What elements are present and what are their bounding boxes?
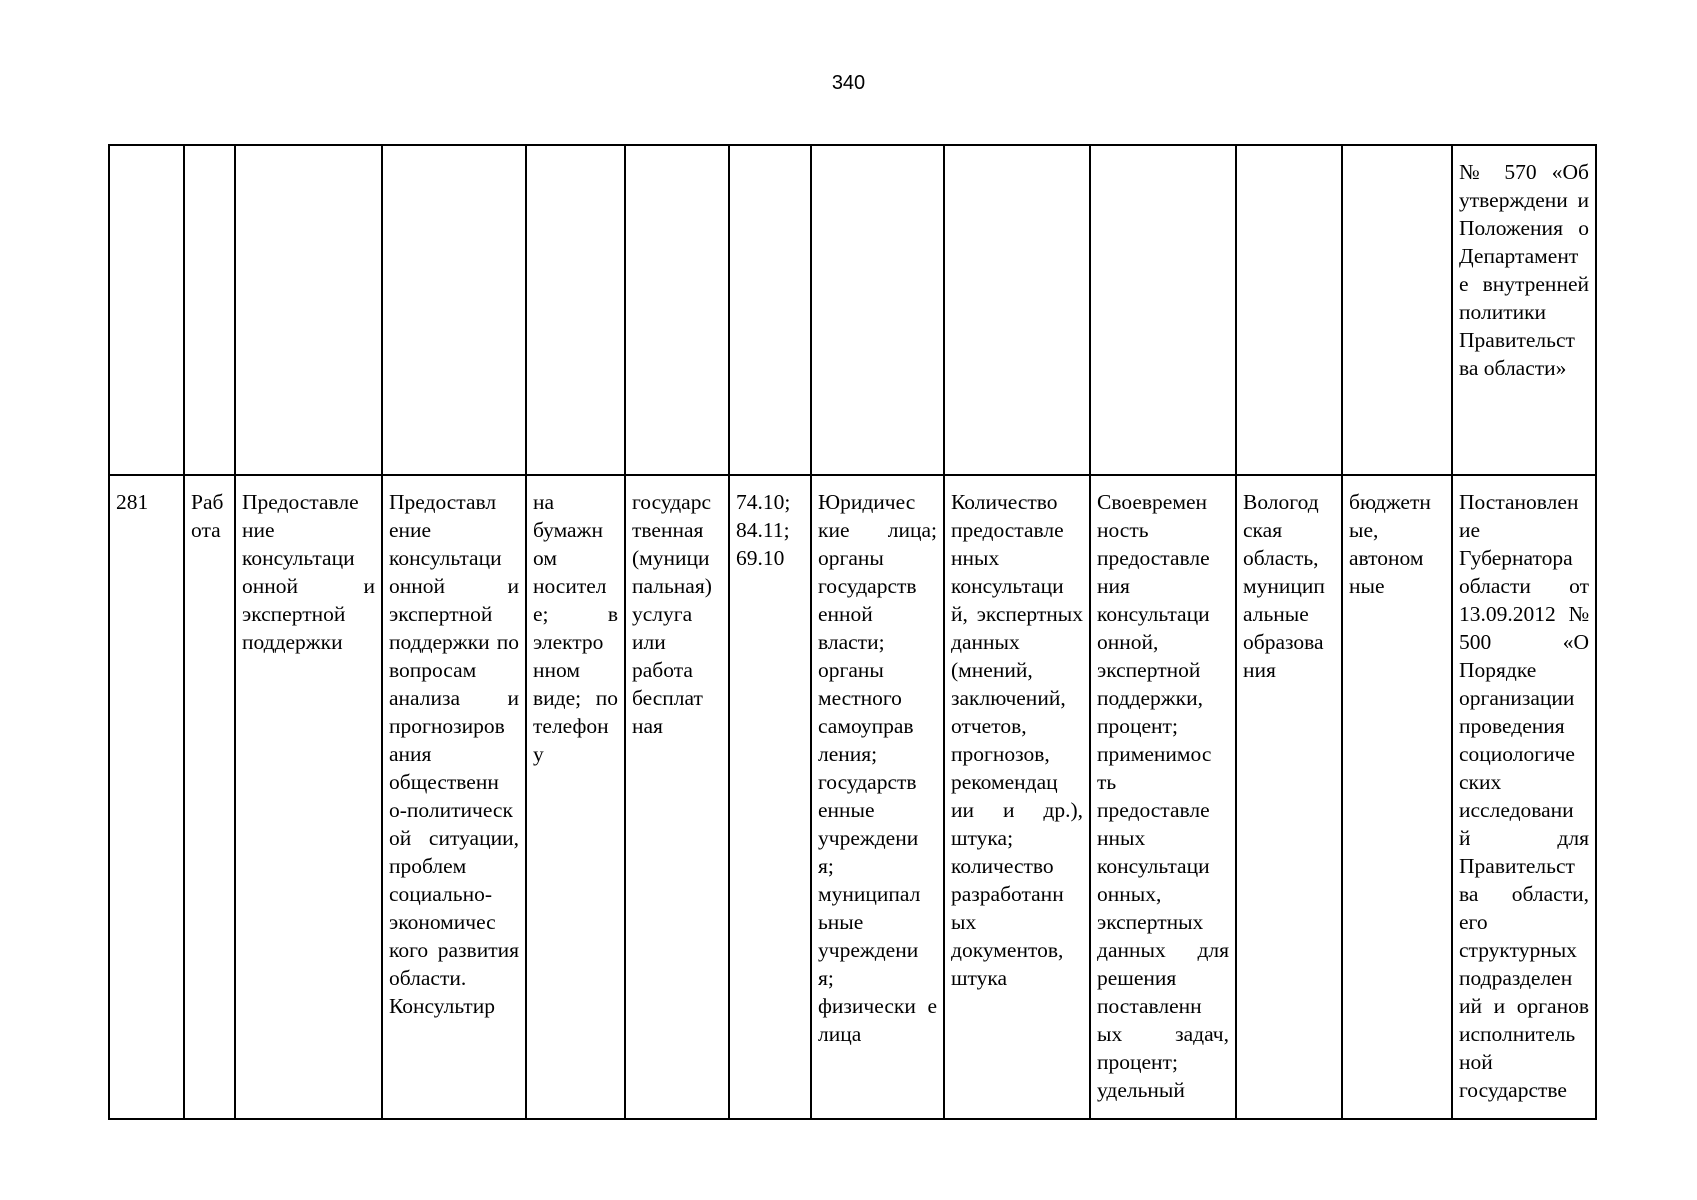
page-number: 340 (831, 72, 866, 94)
cell-institution-type (1342, 145, 1452, 475)
cell-content: Предоставл ение консультаци онной и экспертной поддержки по вопросам анализа и прогнозиров ания общественн о-политическ ой ситуации, проблем социально-экономичес кого развития области. Консультир (382, 475, 526, 1119)
cell-consumers (811, 145, 944, 475)
cell-quality-indicators: Своевремен ность предоставле ния консультаци онной, экспертной поддержки, процент; применимос ть предоставле нных консультаци онных, экспертных данных для решения поставленн ых задач, процент; удельный (1090, 475, 1236, 1119)
cell-legal-basis: № 570 «Об утверждени и Положения о Департамент е внутренней политики Правительст ва области» (1452, 145, 1596, 475)
cell-consumers: Юридичес кие лица; органы государств енной власти; органы местного самоуправ ления; государств енные учреждени я; муниципал ьные учреждени я; физически е лица (811, 475, 944, 1119)
cell-kind: государс твенная (муници пальная) услуга или работа бесплат ная (625, 475, 729, 1119)
cell-form (526, 145, 625, 475)
cell-type (184, 145, 235, 475)
cell-quality-indicators (1090, 145, 1236, 475)
cell-type: Раб ота (184, 475, 235, 1119)
cell-name (235, 145, 382, 475)
cell-kind (625, 145, 729, 475)
cell-content (382, 145, 526, 475)
cell-volume-indicators: Количество предоставле нных консультаци й, экспертных данных (мнений, заключений, отчетов, прогнозов, рекомендац ии и др.), штука; количество разработанн ых документов, штука (944, 475, 1090, 1119)
cell-form: на бумажн ом носител е; в электро нном виде; по телефон у (526, 475, 625, 1119)
table-row-281 (109, 475, 1596, 1119)
cell-level (1236, 145, 1342, 475)
cell-legal-basis: Постановлен ие Губернатора области от 13.09.2012 № 500 «О Порядке организации проведения социологиче ских исследовани й для Правительст ва области, его структурных подразделен ий и органов исполнитель ной государстве (1452, 475, 1596, 1119)
cell-name: Предоставле ние консультаци онной и экспертной поддержки (235, 475, 382, 1119)
cell-okved: 74.10; 84.11; 69.10 (729, 475, 811, 1119)
cell-level: Вологод ская область, муницип альные образова ния (1236, 475, 1342, 1119)
cell-institution-type: бюджетн ые, автоном ные (1342, 475, 1452, 1119)
cell-number (109, 145, 184, 475)
cell-volume-indicators (944, 145, 1090, 475)
cell-okved (729, 145, 811, 475)
registry-table (108, 144, 1597, 1120)
table-row-continued (109, 145, 1596, 475)
cell-number: 281 (109, 475, 184, 1119)
